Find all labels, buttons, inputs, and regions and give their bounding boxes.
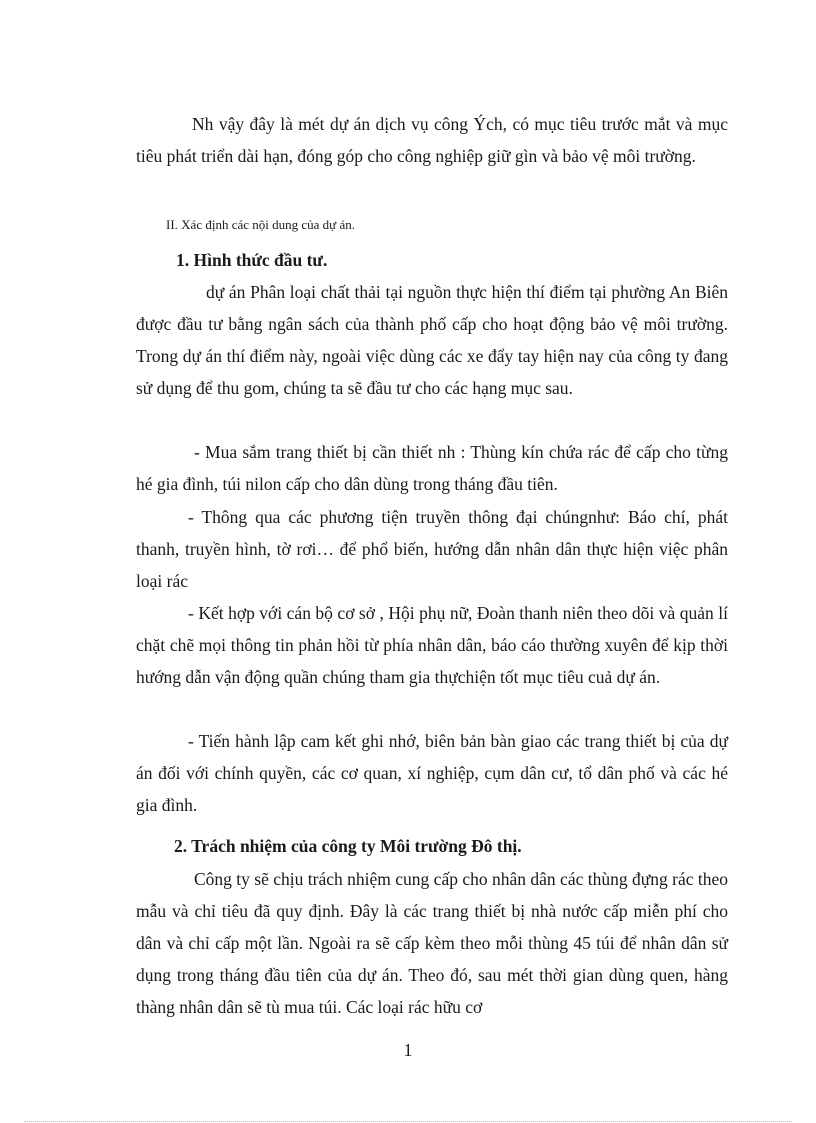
- subsection-1-paragraph: dự án Phân loại chất thải tại nguồn thực hiện thí điểm tại phường An Biên được đầu tư bằng ngân sách của thành phố cấp cho hoạt động bảo vệ môi trường. Trong dự án thí điểm này, ngoài việc dùng các xe đẩy tay hiện nay của công ty đang sử dụng để thu gom, chúng ta sẽ đầu tư cho các hạng mục sau.: [136, 282, 728, 398]
- subsection-2-title: 2. Trách nhiệm của công ty Môi trường Đô thị.: [174, 836, 522, 856]
- page-bottom-divider: [24, 1121, 792, 1122]
- bullet-item: - Tiến hành lập cam kết ghi nhớ, biên bản bàn giao các trang thiết bị của dự án đối với chính quyền, các cơ quan, xí nghiệp, cụm dân cư, tổ dân phố và các hé gia đình.: [136, 731, 728, 815]
- subsection-2-paragraph: Công ty sẽ chịu trách nhiệm cung cấp cho nhân dân các thùng đựng rác theo mẫu và chỉ tiêu đã quy định. Đây là các trang thiết bị nhà nước cấp miễn phí cho dân và chỉ cấp một lần. Ngoài ra sẽ cấp kèm theo mỗi thùng 45 túi để nhân dân sử dụng trong tháng đầu tiên của dự án. Theo đó, sau mét thời gian dùng quen, hàng thàng nhân dân sẽ tù mua túi. Các loại rác hữu cơ: [136, 869, 728, 1017]
- section-heading: II. Xác định các nội dung của dự án.: [166, 217, 355, 232]
- subsection-1-title: 1. Hình thức đầu tư.: [176, 250, 328, 270]
- bullet-item: - Kết hợp với cán bộ cơ sở , Hội phụ nữ, Đoàn thanh niên theo dõi và quản lí chặt chẽ mọi thông tin phản hồi từ phía nhân dân, báo cáo thường xuyên để kịp thời hướng dẫn vận động quần chúng tham gia thựchiện tốt mục tiêu cuả dự án.: [136, 603, 728, 687]
- intro-paragraph: Nh vậy đây là mét dự án dịch vụ công Ých, có mục tiêu trước mắt và mục tiêu phát triển dài hạn, đóng góp cho công nghiệp giữ gìn và bảo vệ môi trường.: [136, 114, 728, 166]
- page-number: 1: [403, 1040, 413, 1060]
- bullet-item: - Mua sắm trang thiết bị cần thiết nh : Thùng kín chứa rác để cấp cho từng hé gia đình, túi nilon cấp cho dân dùng trong tháng đầu tiên.: [136, 442, 728, 494]
- bullet-item: - Thông qua các phương tiện truyền thông đại chúngnhư: Báo chí, phát thanh, truyền hình, tờ rơi… để phổ biến, hướng dẫn nhân dân thực hiện việc phân loại rác: [136, 507, 728, 591]
